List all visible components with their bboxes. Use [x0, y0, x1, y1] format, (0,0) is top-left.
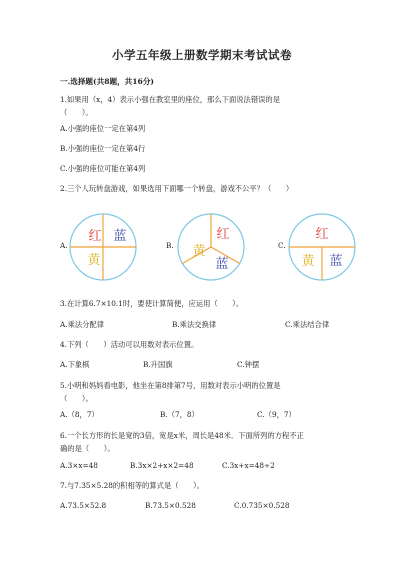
- spinner-a-label-blue: 蓝: [113, 229, 127, 244]
- q1-option-b: B.小强的座位一定在第4行: [60, 144, 146, 153]
- q5-stem: 5.小明和妈妈看电影，他坐在第8排第7号，用数对表示小明的位置是: [60, 381, 281, 390]
- q4-option-c: C.钟摆: [237, 360, 260, 369]
- wheel-b-letter: B.: [166, 241, 174, 250]
- spinner-c-label-red: 红: [315, 227, 329, 242]
- q1-option-a: A.小强的座位一定在第4列: [60, 124, 146, 133]
- wheel-a-letter: A.: [60, 241, 68, 250]
- q5-option-a: A.（8，7）: [60, 410, 99, 419]
- q5-stem-cont: （ ）。: [60, 394, 93, 403]
- q6-stem-cont: 确的是（ ）。: [60, 444, 115, 453]
- q3-stem: 3.在计算6.7×10.1时，要使计算简便，应运用（ ）。: [60, 299, 244, 308]
- q6-option-a: A.3×x=48: [60, 461, 98, 470]
- spinner-c-label-yellow: 黄: [301, 254, 315, 269]
- q5-option-b: B.（7，8）: [160, 410, 199, 419]
- q7-stem: 7.与7.35×5.28的积相等的算式是（ ）。: [60, 481, 205, 490]
- wheel-c-letter: C.: [278, 241, 286, 250]
- q7-option-c: C.0.735×0.528: [234, 501, 290, 510]
- q4-stem: 4.下列（ ）活动可以用数对表示位置。: [60, 340, 199, 349]
- q1-stem: 1.如果用（x，4）表示小强在教室里的座位，那么下面说法错误的是: [60, 95, 281, 104]
- q2-stem: 2.三个人玩转盘游戏，如果选用下面哪一个转盘，游戏不公平？（ ）: [60, 184, 294, 193]
- q3-option-c: C.乘法结合律: [285, 320, 330, 329]
- page-title: 小学五年级上册数学期末考试试卷: [112, 48, 292, 62]
- spinner-a: [68, 212, 138, 282]
- spinner-c: [287, 212, 357, 282]
- q6-stem: 6.一个长方形的长是宽的3倍，宽是x米，周长是48米．下面所列的方程不正: [60, 431, 304, 440]
- q7-option-b: B.73.5×0.528: [145, 501, 196, 510]
- spinner-b-label-blue: 蓝: [215, 257, 229, 272]
- spinner-b: [176, 212, 246, 282]
- q5-option-c: C.（9，7）: [257, 410, 296, 419]
- q3-option-b: B.乘法交换律: [172, 320, 217, 329]
- spinner-a-label-red: 红: [88, 229, 102, 244]
- q6-option-b: B.3x×2+x×2=48: [130, 461, 194, 470]
- section-heading: 一.选择题(共8题，共16分): [60, 77, 155, 86]
- q1-stem-cont: （ ）。: [60, 108, 93, 117]
- spinner-b-label-yellow: 黄: [192, 244, 206, 259]
- q6-option-c: C.3x+x=48÷2: [222, 461, 275, 470]
- q7-option-a: A.73.5×52.8: [60, 501, 107, 510]
- q3-option-a: A.乘法分配律: [60, 320, 105, 329]
- spinner-a-label-yellow: 黄: [87, 253, 101, 268]
- q4-option-a: A.下象棋: [60, 360, 90, 369]
- q4-option-b: B.升国旗: [143, 360, 173, 369]
- spinner-c-label-blue: 蓝: [329, 254, 343, 269]
- spinner-b-label-red: 红: [216, 227, 230, 242]
- q1-option-c: C.小强的座位可能在第4列: [60, 164, 146, 173]
